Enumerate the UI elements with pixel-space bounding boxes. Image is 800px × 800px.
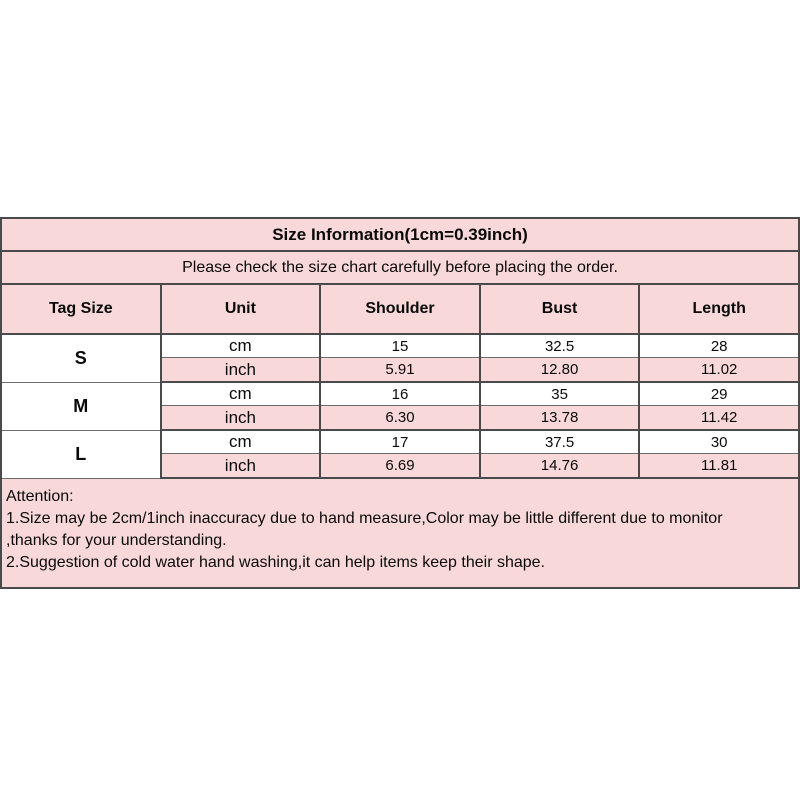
column-header-length: Length (639, 284, 799, 334)
length-value: 11.81 (639, 454, 799, 479)
tag-size-s: S (1, 334, 161, 382)
unit-label: inch (161, 358, 321, 383)
length-value: 29 (639, 382, 799, 406)
size-table (0, 217, 800, 589)
column-header-unit: Unit (161, 284, 321, 334)
unit-label: cm (161, 382, 321, 406)
bust-value: 32.5 (480, 334, 640, 358)
bust-value: 14.76 (480, 454, 640, 479)
attention-note-line: 2.Suggestion of cold water hand washing,it can help items keep their shape. (6, 554, 545, 571)
size-table-title: Size Information(1cm=0.39inch) (1, 218, 799, 251)
attention-section (1, 478, 799, 588)
tag-size-l: L (1, 430, 161, 478)
unit-label: inch (161, 454, 321, 479)
length-value: 11.42 (639, 406, 799, 431)
table-row-s-cm (1, 334, 799, 358)
table-row-l-cm (1, 430, 799, 454)
title-row (1, 218, 799, 251)
unit-label: cm (161, 430, 321, 454)
subtitle-row (1, 251, 799, 284)
bust-value: 12.80 (480, 358, 640, 383)
attention-heading: Attention: (6, 488, 74, 505)
column-header-shoulder: Shoulder (320, 284, 480, 334)
table-row-m-cm (1, 382, 799, 406)
bust-value: 35 (480, 382, 640, 406)
column-header-row (1, 284, 799, 334)
bust-value: 37.5 (480, 430, 640, 454)
shoulder-value: 17 (320, 430, 480, 454)
shoulder-value: 15 (320, 334, 480, 358)
length-value: 30 (639, 430, 799, 454)
shoulder-value: 16 (320, 382, 480, 406)
column-header-tag-size: Tag Size (1, 284, 161, 334)
tag-size-m: M (1, 382, 161, 430)
column-header-bust: Bust (480, 284, 640, 334)
size-table-subtitle: Please check the size chart carefully before placing the order. (1, 251, 799, 284)
unit-label: inch (161, 406, 321, 431)
length-value: 11.02 (639, 358, 799, 383)
attention-note-line: 1.Size may be 2cm/1inch inaccuracy due to hand measure,Color may be little different due to monitor (6, 510, 723, 527)
attention-note-line: ,thanks for your understanding. (6, 532, 227, 549)
unit-label: cm (161, 334, 321, 358)
shoulder-value: 6.30 (320, 406, 480, 431)
bust-value: 13.78 (480, 406, 640, 431)
length-value: 28 (639, 334, 799, 358)
shoulder-value: 5.91 (320, 358, 480, 383)
shoulder-value: 6.69 (320, 454, 480, 479)
